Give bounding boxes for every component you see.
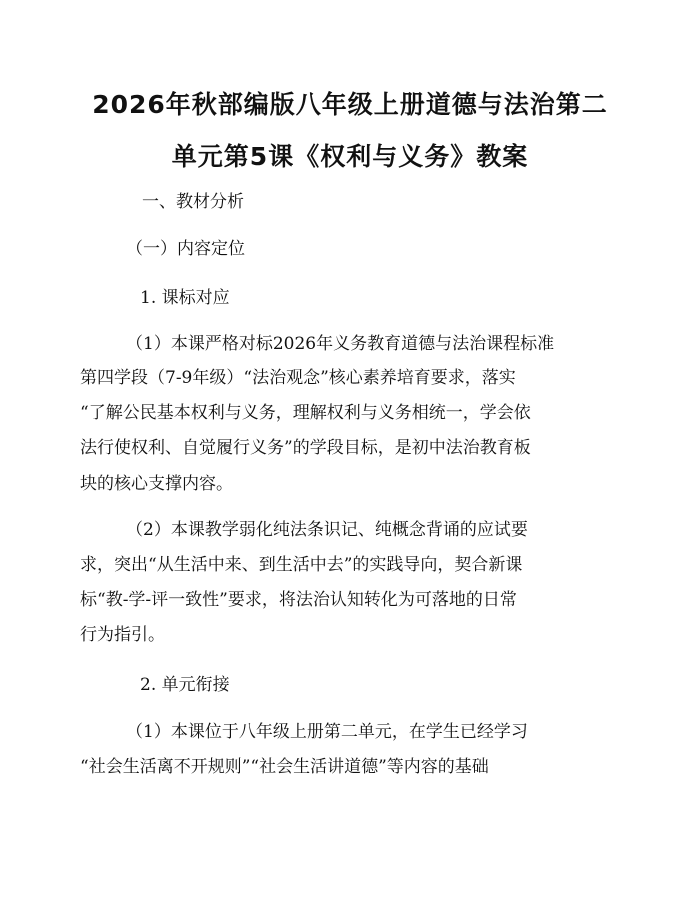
paragraph-line: （1）本课严格对标2026年义务教育道德与法治课程标准 xyxy=(126,334,555,354)
paragraph-line: 行为指引。 xyxy=(80,625,165,645)
paragraph-line: （1）本课位于八年级上册第二单元，在学生已经学习 xyxy=(126,722,528,742)
paragraph-line: “社会生活离不开规则”“社会生活讲道德”等内容的基础 xyxy=(80,757,489,777)
item-heading-curriculum: 1. 课标对应 xyxy=(140,288,230,308)
item-heading-unit-link: 2. 单元衔接 xyxy=(140,675,230,695)
paragraph-line: 标“教-学-评一致性”要求，将法治认知转化为可落地的日常 xyxy=(80,590,517,610)
paragraph-line: “了解公民基本权利与义务，理解权利与义务相统一，学会依 xyxy=(80,403,531,423)
subsection-heading: （一）内容定位 xyxy=(126,239,245,259)
paragraph-line: （2）本课教学弱化纯法条识记、纯概念背诵的应试要 xyxy=(126,520,528,540)
document-title-line-1: 2026年秋部编版八年级上册道德与法治第二 xyxy=(92,90,608,119)
paragraph-line: 块的核心支撑内容。 xyxy=(80,474,233,494)
section-heading: 一、教材分析 xyxy=(142,192,244,212)
paragraph-line: 第四学段（7-9年级）“法治观念”核心素养培育要求，落实 xyxy=(80,368,516,388)
paragraph-line: 求，突出“从生活中来、到生活中去”的实践导向，契合新课 xyxy=(80,555,523,575)
document-title-line-2: 单元第5课《权利与义务》教案 xyxy=(171,142,529,171)
paragraph-line: 法行使权利、自觉履行义务”的学段目标，是初中法治教育板 xyxy=(80,438,531,458)
